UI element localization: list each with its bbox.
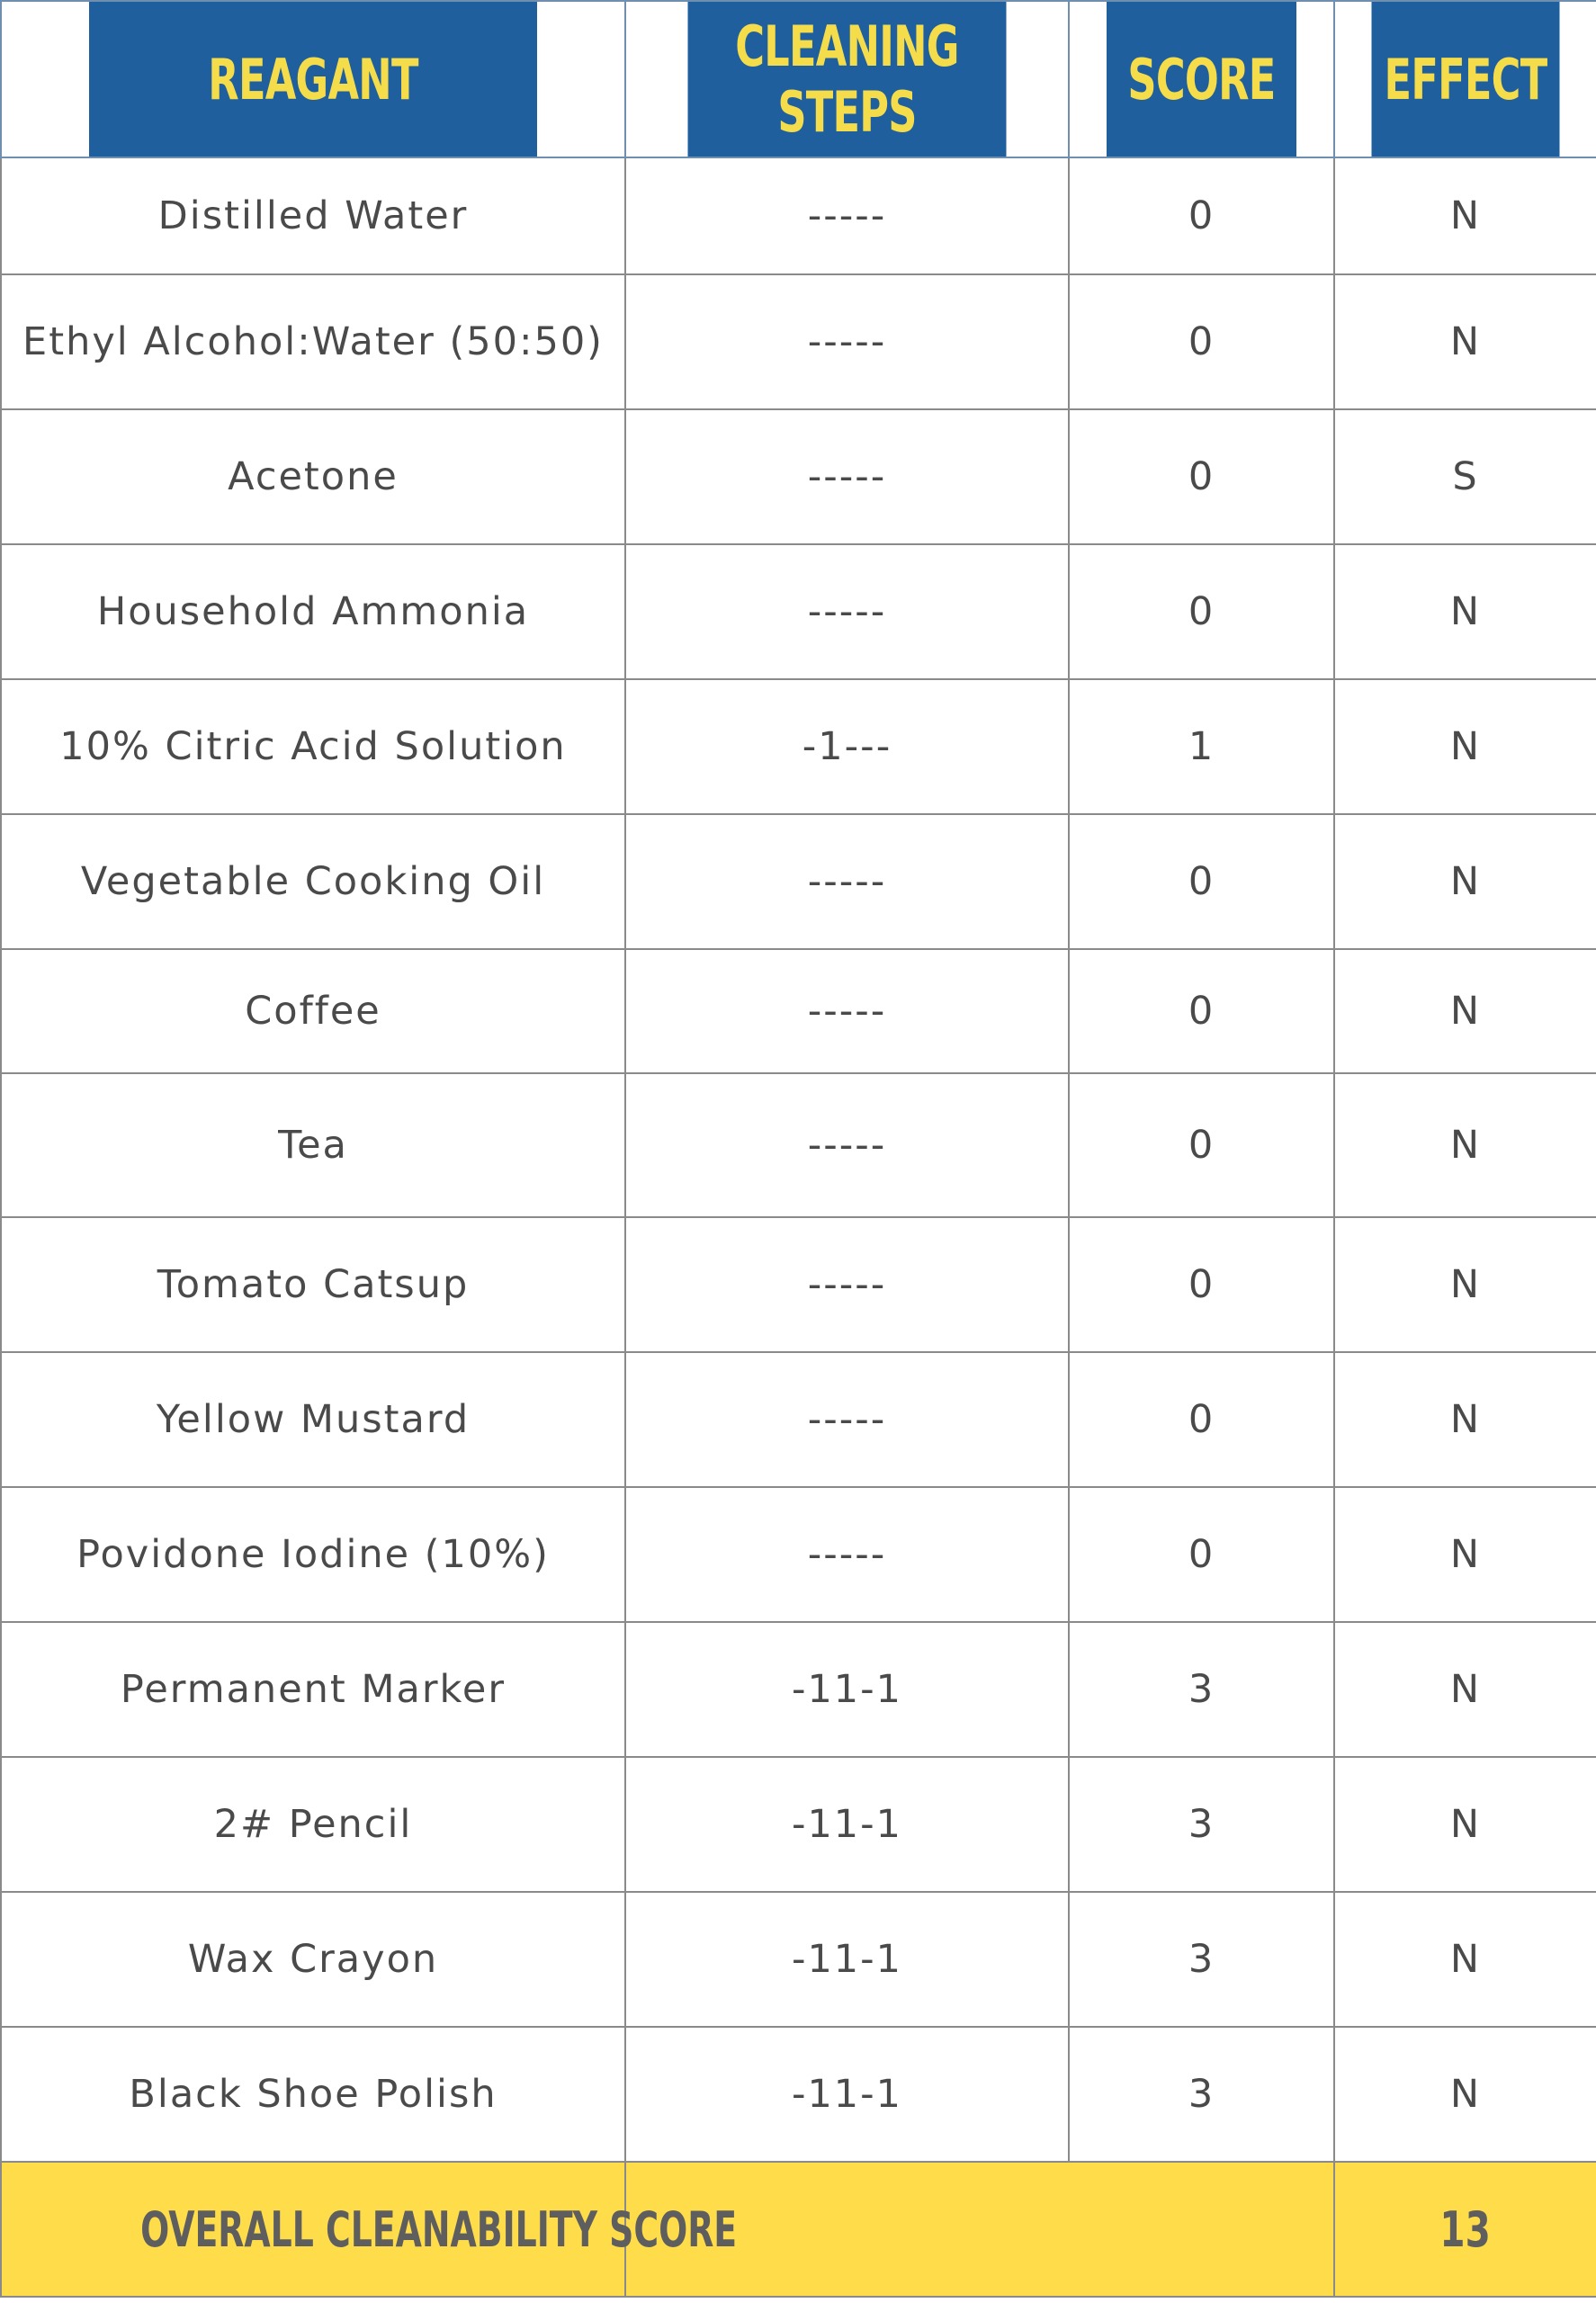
overall-score-value <box>1334 2162 1596 2297</box>
steps-cell: -11-1 <box>625 1622 1069 1757</box>
table-row <box>1 1073 1596 1217</box>
table-row <box>1 1622 1596 1757</box>
reagant-cell: Distilled Water <box>1 157 625 274</box>
steps-cell: ----- <box>625 157 1069 274</box>
steps-cell: ----- <box>625 409 1069 544</box>
table-row <box>1 409 1596 544</box>
score-cell: 0 <box>1069 409 1334 544</box>
effect-cell: N <box>1334 2027 1596 2162</box>
steps-cell: ----- <box>625 1352 1069 1487</box>
reagant-cell: Acetone <box>1 409 625 544</box>
effect-cell: N <box>1334 157 1596 274</box>
effect-cell: N <box>1334 1892 1596 2027</box>
overall-score-label <box>1 2162 738 2297</box>
steps-cell: -11-1 <box>625 1892 1069 2027</box>
table-row <box>1 1757 1596 1892</box>
reagant-cell: Tea <box>1 1073 625 1217</box>
steps-cell: ----- <box>625 544 1069 679</box>
effect-cell: N <box>1334 1073 1596 1217</box>
reagant-cell: Yellow Mustard <box>1 1352 625 1487</box>
steps-cell: ----- <box>625 814 1069 949</box>
table-row <box>1 1352 1596 1487</box>
header-cleaning-steps: CLEANING STEPS <box>687 1 1007 157</box>
reagant-cell: 2# Pencil <box>1 1757 625 1892</box>
effect-cell: N <box>1334 679 1596 814</box>
table-row <box>1 1217 1596 1352</box>
steps-cell: -11-1 <box>625 1757 1069 1892</box>
overall-score-value-text: 13 <box>1439 2200 1492 2258</box>
header-score: SCORE <box>1106 1 1296 157</box>
reagant-cell: Vegetable Cooking Oil <box>1 814 625 949</box>
header-row <box>1 1 1596 157</box>
score-cell: 0 <box>1069 949 1334 1073</box>
table-row <box>1 679 1596 814</box>
score-cell: 0 <box>1069 274 1334 409</box>
table-row <box>1 544 1596 679</box>
reagant-cell: Povidone Iodine (10%) <box>1 1487 625 1622</box>
table-row <box>1 274 1596 409</box>
reagant-cell: Coffee <box>1 949 625 1073</box>
table-row <box>1 814 1596 949</box>
table-row <box>1 949 1596 1073</box>
effect-cell: N <box>1334 1757 1596 1892</box>
steps-cell: -1--- <box>625 679 1069 814</box>
score-cell: 0 <box>1069 1487 1334 1622</box>
reagant-cell: Ethyl Alcohol:Water (50:50) <box>1 274 625 409</box>
overall-score-label-text: OVERALL CLEANABILITY SCORE <box>140 2200 738 2258</box>
reagant-cell: Tomato Catsup <box>1 1217 625 1352</box>
reagant-cell: Wax Crayon <box>1 1892 625 2027</box>
table-row <box>1 1892 1596 2027</box>
score-cell: 3 <box>1069 1757 1334 1892</box>
score-cell: 0 <box>1069 1217 1334 1352</box>
reagant-cell: Black Shoe Polish <box>1 2027 625 2162</box>
steps-cell: -11-1 <box>625 2027 1069 2162</box>
score-cell: 3 <box>1069 1622 1334 1757</box>
header-effect: EFFECT <box>1371 1 1560 157</box>
score-cell: 1 <box>1069 679 1334 814</box>
table-row <box>1 2027 1596 2162</box>
effect-cell: N <box>1334 949 1596 1073</box>
table-row <box>1 1487 1596 1622</box>
score-cell: 3 <box>1069 1892 1334 2027</box>
steps-cell: ----- <box>625 949 1069 1073</box>
effect-cell: N <box>1334 814 1596 949</box>
effect-cell: N <box>1334 1352 1596 1487</box>
footer-row <box>1 2162 1596 2297</box>
reagant-cell: Permanent Marker <box>1 1622 625 1757</box>
effect-cell: N <box>1334 1487 1596 1622</box>
effect-cell: N <box>1334 274 1596 409</box>
score-cell: 3 <box>1069 2027 1334 2162</box>
score-cell: 0 <box>1069 1073 1334 1217</box>
score-cell: 0 <box>1069 814 1334 949</box>
steps-cell: ----- <box>625 1487 1069 1622</box>
effect-cell: N <box>1334 1622 1596 1757</box>
header-reagant: REAGANT <box>88 1 538 157</box>
steps-cell: ----- <box>625 1217 1069 1352</box>
score-cell: 0 <box>1069 1352 1334 1487</box>
effect-cell: S <box>1334 409 1596 544</box>
score-cell: 0 <box>1069 544 1334 679</box>
effect-cell: N <box>1334 544 1596 679</box>
effect-cell: N <box>1334 1217 1596 1352</box>
steps-cell: ----- <box>625 274 1069 409</box>
reagant-cell: Household Ammonia <box>1 544 625 679</box>
table-row <box>1 157 1596 274</box>
score-cell: 0 <box>1069 157 1334 274</box>
steps-cell: ----- <box>625 1073 1069 1217</box>
reagant-cell: 10% Citric Acid Solution <box>1 679 625 814</box>
